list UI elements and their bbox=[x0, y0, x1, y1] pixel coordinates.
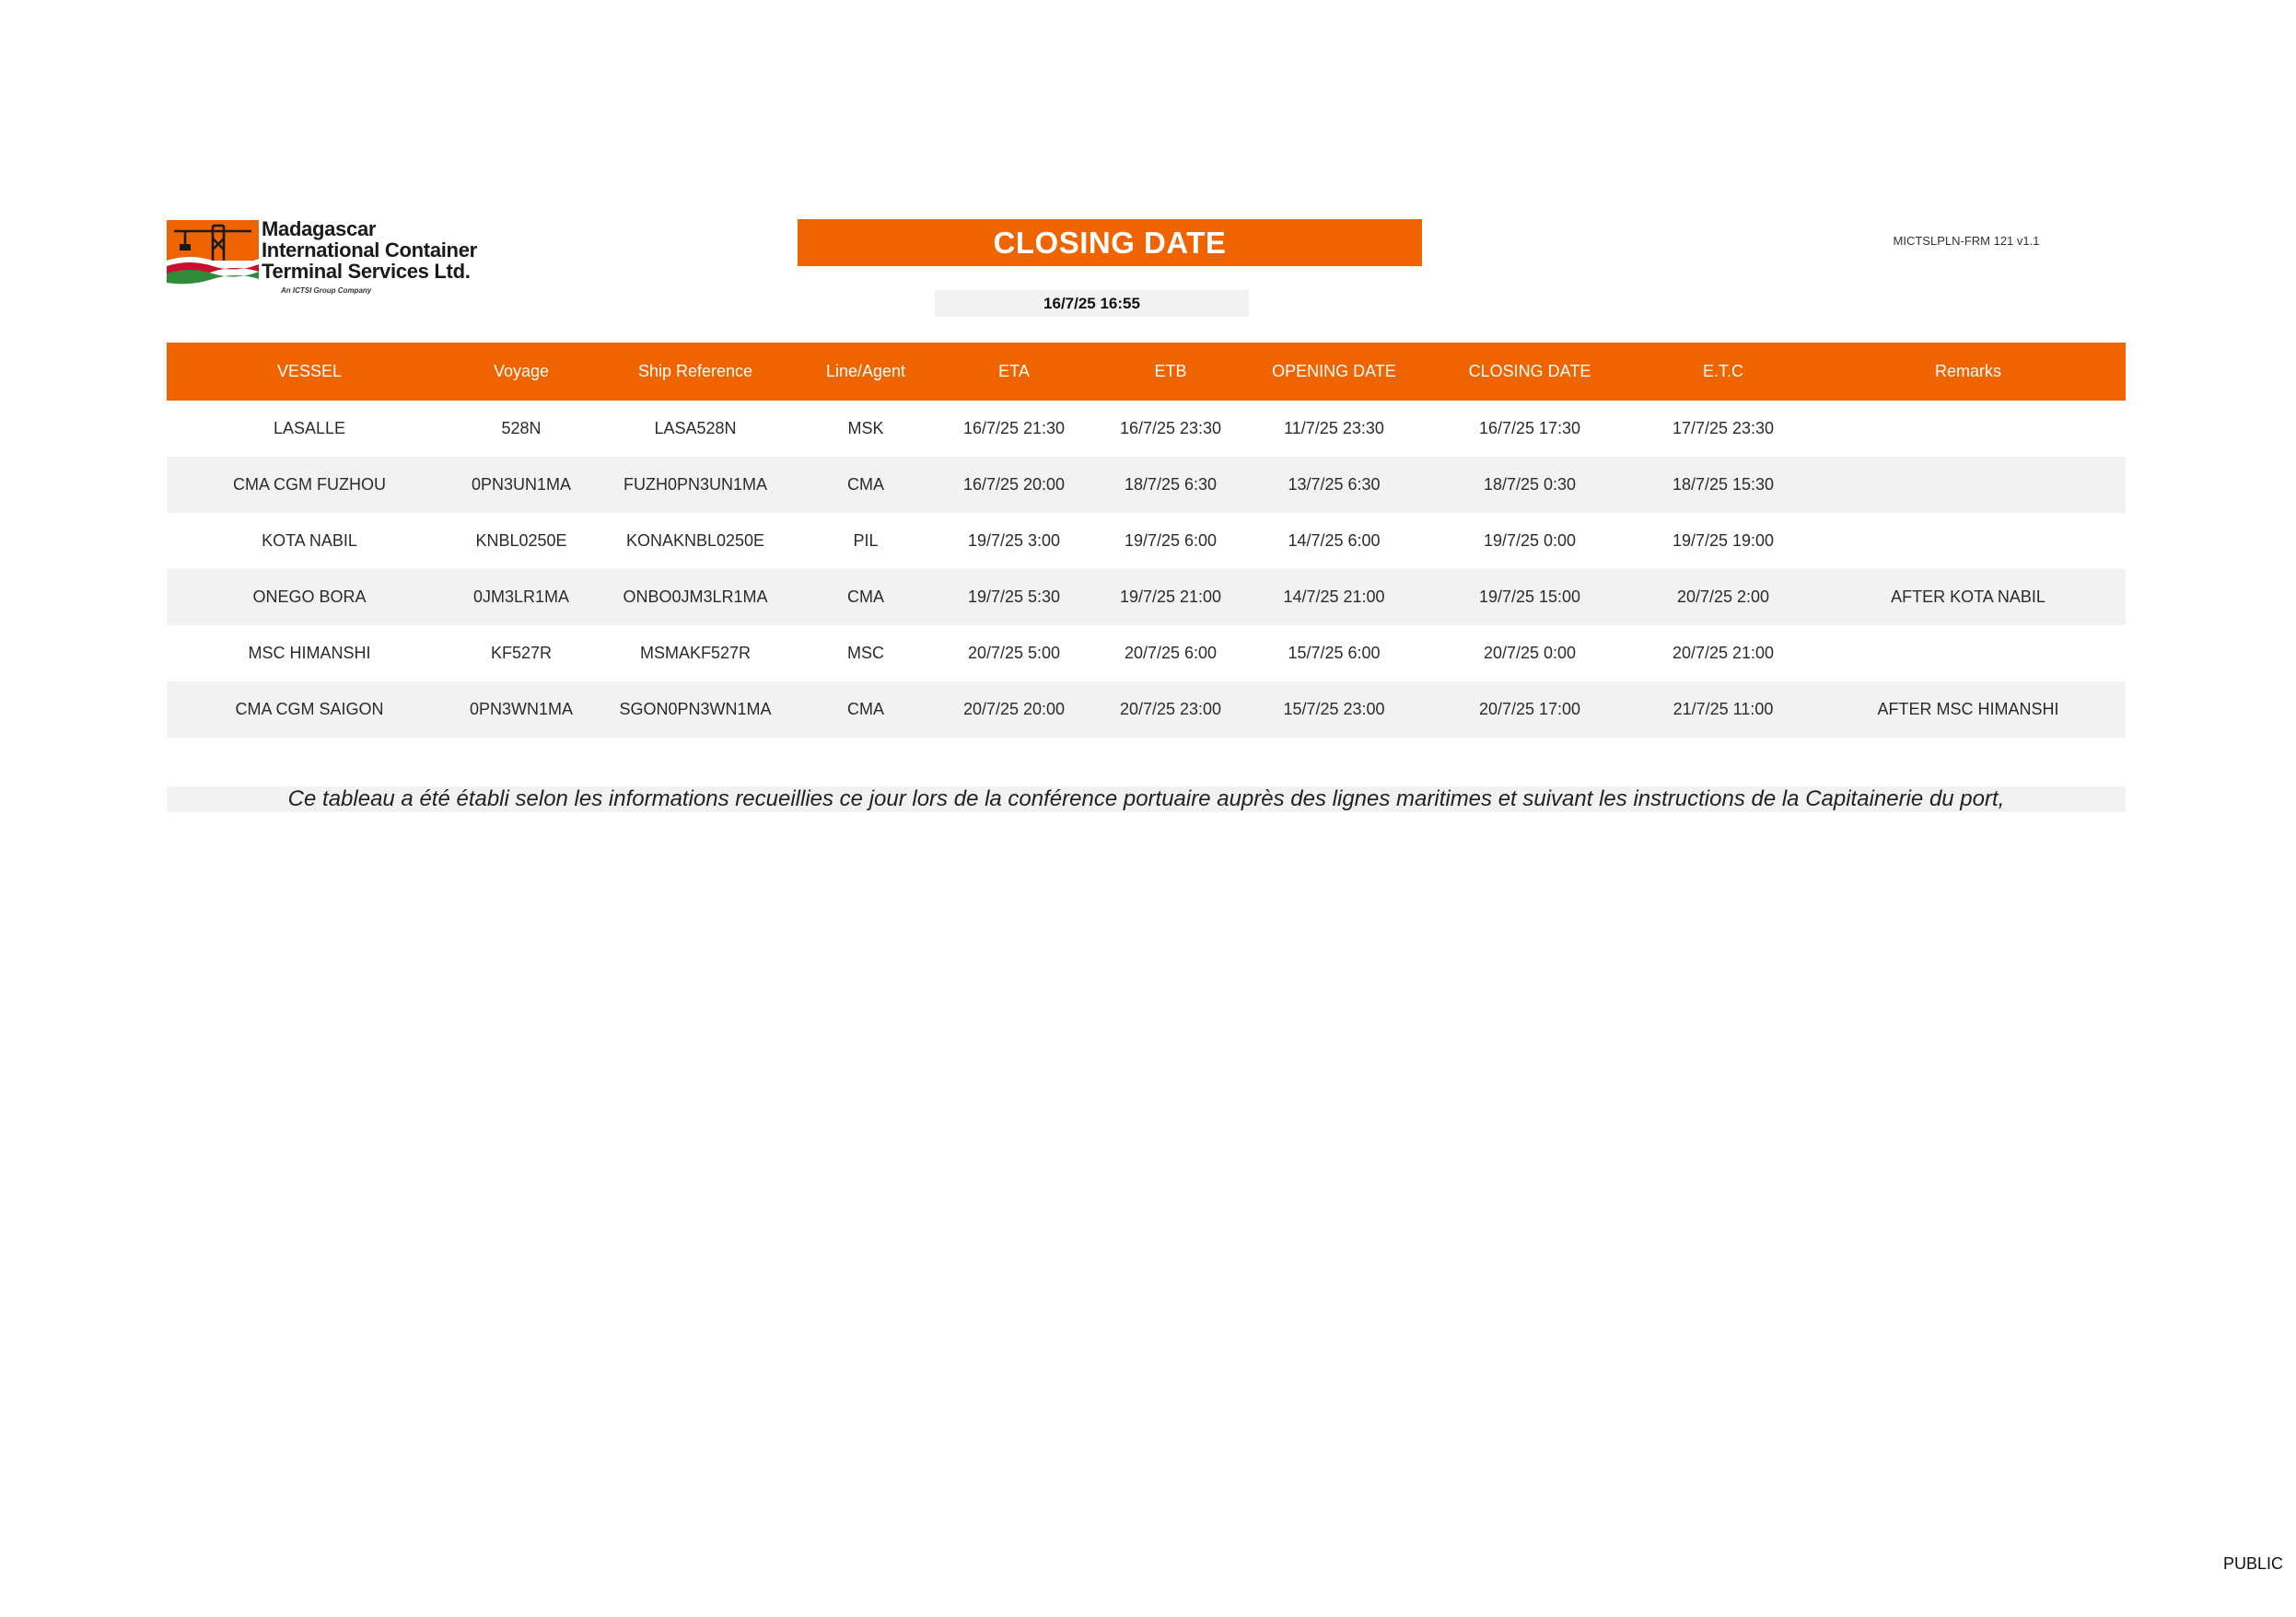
form-code: MICTSLPLN-FRM 121 v1.1 bbox=[1893, 234, 2040, 248]
column-header-etb: ETB bbox=[1097, 343, 1244, 401]
cell-line-agent: CMA bbox=[800, 457, 931, 513]
table-row bbox=[167, 569, 2126, 625]
cell-vessel: LASALLE bbox=[273, 419, 346, 437]
cell-vessel: MSC HIMANSHI bbox=[248, 644, 371, 662]
cell-closing-date: 20/7/25 0:00 bbox=[1483, 644, 1577, 662]
cell-voyage: 0PN3WN1MA bbox=[452, 681, 590, 738]
cell-remarks bbox=[1811, 457, 2126, 513]
logo-line-2: International Container bbox=[262, 238, 477, 262]
column-header-vessel: VESSEL bbox=[167, 343, 452, 401]
cell-opening-date: 15/7/25 6:00 bbox=[1288, 644, 1381, 662]
table-row bbox=[167, 625, 2126, 681]
column-header-opening-date: OPENING DATE bbox=[1244, 343, 1424, 401]
cell-eta: 19/7/25 5:30 bbox=[931, 569, 1097, 625]
issue-date: 16/7/25 16:55 bbox=[935, 290, 1249, 317]
cell-etb: 18/7/25 6:30 bbox=[1097, 457, 1244, 513]
cell-voyage: 0JM3LR1MA bbox=[452, 569, 590, 625]
table-row bbox=[167, 401, 2126, 457]
cell-etb: 20/7/25 23:00 bbox=[1097, 681, 1244, 738]
cell-voyage: 0PN3UN1MA bbox=[452, 457, 590, 513]
cell-opening-date: 15/7/25 23:00 bbox=[1244, 681, 1424, 738]
page-title: CLOSING DATE bbox=[798, 219, 1422, 266]
cell-remarks: AFTER MSC HIMANSHI bbox=[1811, 681, 2126, 738]
column-header-eta: ETA bbox=[931, 343, 1097, 401]
cell-eta: 20/7/25 20:00 bbox=[931, 681, 1097, 738]
cell-voyage: KNBL0250E bbox=[475, 531, 567, 550]
cell-etc: 19/7/25 19:00 bbox=[1672, 531, 1775, 550]
cell-line-agent: CMA bbox=[800, 681, 931, 738]
cell-ship-reference: ONBO0JM3LR1MA bbox=[590, 569, 800, 625]
company-logo bbox=[167, 218, 498, 297]
cell-remarks bbox=[1811, 625, 2126, 681]
cell-eta: 16/7/25 20:00 bbox=[931, 457, 1097, 513]
cell-line-agent: MSK bbox=[847, 419, 884, 437]
cell-closing-date: 18/7/25 0:30 bbox=[1424, 457, 1636, 513]
column-header-line-agent: Line/Agent bbox=[800, 343, 931, 401]
cell-eta: 19/7/25 3:00 bbox=[967, 531, 1061, 550]
column-header-ship-reference: Ship Reference bbox=[590, 343, 800, 401]
cell-vessel: ONEGO BORA bbox=[167, 569, 452, 625]
column-header-voyage: Voyage bbox=[452, 343, 590, 401]
column-header-closing-date: CLOSING DATE bbox=[1424, 343, 1636, 401]
table-header-row bbox=[167, 343, 2126, 401]
crane-flag-logo-icon bbox=[167, 220, 259, 285]
cell-etb: 20/7/25 6:00 bbox=[1124, 644, 1218, 662]
logo-line-3: Terminal Services Ltd. bbox=[262, 260, 471, 283]
cell-ship-reference: LASA528N bbox=[654, 419, 737, 437]
cell-ship-reference: FUZH0PN3UN1MA bbox=[590, 457, 800, 513]
cell-closing-date: 20/7/25 17:00 bbox=[1424, 681, 1636, 738]
cell-ship-reference: SGON0PN3WN1MA bbox=[590, 681, 800, 738]
cell-remarks bbox=[1811, 513, 2126, 569]
cell-etb: 19/7/25 21:00 bbox=[1097, 569, 1244, 625]
footer-note: Ce tableau a été établi selon les informations recueillies ce jour lors de la conférence portuaire auprès des lignes maritimes et suivant les instructions de la Capitainerie du port, bbox=[167, 786, 2126, 812]
cell-ship-reference: MSMAKF527R bbox=[639, 644, 752, 662]
cell-line-agent: CMA bbox=[800, 569, 931, 625]
cell-etc: 21/7/25 11:00 bbox=[1636, 681, 1811, 738]
cell-eta: 16/7/25 21:30 bbox=[962, 419, 1066, 437]
cell-line-agent: MSC bbox=[847, 644, 884, 662]
cell-opening-date: 11/7/25 23:30 bbox=[1284, 419, 1384, 437]
cell-vessel: CMA CGM FUZHOU bbox=[167, 457, 452, 513]
column-header-remarks: Remarks bbox=[1811, 343, 2126, 401]
cell-opening-date: 13/7/25 6:30 bbox=[1244, 457, 1424, 513]
cell-opening-date: 14/7/25 21:00 bbox=[1244, 569, 1424, 625]
cell-remarks: AFTER KOTA NABIL bbox=[1811, 569, 2126, 625]
logo-subline: An ICTSI Group Company bbox=[281, 286, 372, 295]
cell-opening-date: 14/7/25 6:00 bbox=[1288, 531, 1381, 550]
cell-closing-date: 16/7/25 17:30 bbox=[1478, 419, 1581, 437]
cell-vessel: CMA CGM SAIGON bbox=[167, 681, 452, 738]
table-row bbox=[167, 457, 2126, 513]
table-row bbox=[167, 513, 2126, 569]
logo-line-1: Madagascar bbox=[262, 217, 377, 240]
cell-eta: 20/7/25 5:00 bbox=[967, 644, 1061, 662]
cell-remarks bbox=[1811, 401, 2126, 457]
cell-voyage: 528N bbox=[501, 419, 542, 437]
cell-ship-reference: KONAKNBL0250E bbox=[625, 531, 765, 550]
cell-etc: 20/7/25 2:00 bbox=[1636, 569, 1811, 625]
cell-vessel: KOTA NABIL bbox=[262, 531, 357, 550]
cell-etc: 20/7/25 21:00 bbox=[1672, 644, 1775, 662]
column-header-etc: E.T.C bbox=[1636, 343, 1811, 401]
cell-closing-date: 19/7/25 15:00 bbox=[1424, 569, 1636, 625]
cell-line-agent: PIL bbox=[853, 531, 879, 550]
logo-wordmark bbox=[262, 218, 477, 282]
cell-etb: 19/7/25 6:00 bbox=[1124, 531, 1218, 550]
table-row bbox=[167, 681, 2126, 738]
cell-voyage: KF527R bbox=[490, 644, 553, 662]
classification-label: PUBLIC bbox=[2222, 1554, 2283, 1573]
cell-etb: 16/7/25 23:30 bbox=[1119, 419, 1222, 437]
cell-etc: 18/7/25 15:30 bbox=[1636, 457, 1811, 513]
cell-closing-date: 19/7/25 0:00 bbox=[1483, 531, 1577, 550]
closing-date-table bbox=[167, 343, 2126, 738]
cell-etc: 17/7/25 23:30 bbox=[1672, 419, 1775, 437]
